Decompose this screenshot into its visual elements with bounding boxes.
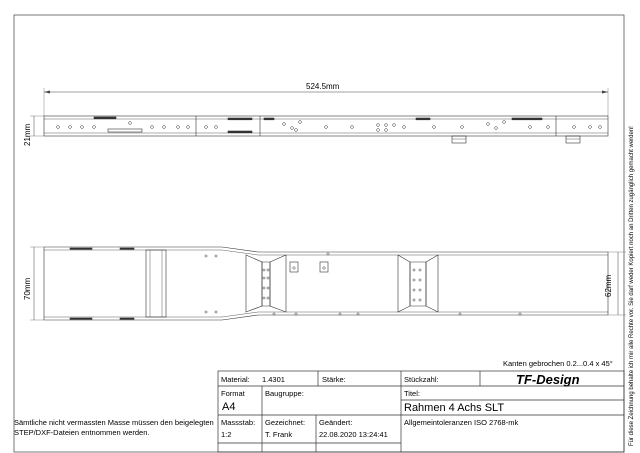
- scale-label: Massstab:: [221, 418, 256, 427]
- drawn-by-label: Gezeichnet:: [265, 418, 306, 427]
- copyright-note: Für diese Zeichnung behalte ich mir alle Rechte vor. Sie darf weder Kopiert noch an Dritten zugänglich gemacht werden!: [629, 126, 635, 446]
- assembly-label: Baugruppe:: [265, 389, 304, 398]
- title-label: Titel:: [404, 389, 420, 398]
- length-dimension: 524.5mm: [306, 82, 340, 91]
- top-view: [30, 247, 626, 320]
- edge-break-note: Kanten gebrochen 0.2...0.4 x 45°: [503, 359, 613, 368]
- brand-logo: TF-Design: [516, 372, 580, 387]
- title-value: Rahmen 4 Achs SLT: [404, 402, 505, 414]
- outer-width-dimension: 70mm: [23, 277, 32, 300]
- general-note: Sämtliche nicht vermassten Masse müssen den beigelegten STEP/DXF-Dateien entnommen werden.: [14, 418, 214, 437]
- scale-value: 1:2: [221, 430, 232, 439]
- tolerance-note: Allgemeintoleranzen ISO 2768-mk: [404, 418, 519, 427]
- side-view: [30, 88, 608, 143]
- thickness-label: Stärke:: [322, 375, 346, 384]
- quantity-label: Stückzahl:: [404, 375, 439, 384]
- drawn-by-value: T. Frank: [265, 430, 293, 439]
- material-value: 1.4301: [262, 375, 285, 384]
- format-value: A4: [222, 401, 236, 413]
- changed-value: 22.08.2020 13:24:41: [319, 430, 388, 439]
- material-label: Material:: [221, 375, 250, 384]
- height-dimension: 21mm: [23, 123, 32, 146]
- inner-width-dimension: 62mm: [604, 274, 613, 297]
- changed-label: Geändert:: [319, 418, 353, 427]
- format-label: Format: [221, 389, 245, 398]
